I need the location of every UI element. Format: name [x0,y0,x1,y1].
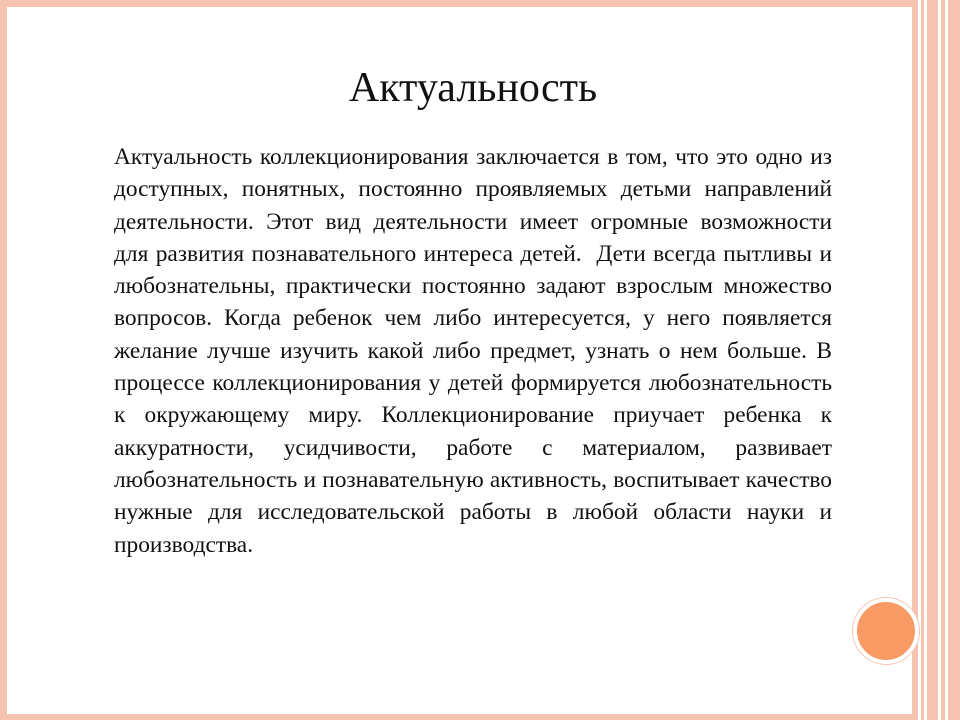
slide-title: Актуальность [348,65,598,111]
decorative-circle [853,598,919,664]
frame-top-border [0,0,918,7]
stripe [948,0,960,720]
frame-bottom-border [0,714,918,720]
slide-body-text: Актуальность коллекционирования заключается в том, что это одно из доступных, понятных, постоянно проявляемых детьми направлений деятельности. Этот вид деятельности имеет огромные возможности для развития познавательного интереса детей. Дети всегда пытливы и любознательны, практически постоянно задают взрослым множество вопросов. Когда ребенок чем либо интересуется, у него появляется желание лучше изучить какой либо предмет, узнать о нем больше. В процессе коллекционирования у детей формируется любознательность к окружающему миру. Коллекционирование приучает ребенка к аккуратности, усидчивости, работе с материалом, развивает любознательность и познавательную активность, воспитывает качество нужные для исследовательской работы в любой области науки и производства. [114,144,838,558]
